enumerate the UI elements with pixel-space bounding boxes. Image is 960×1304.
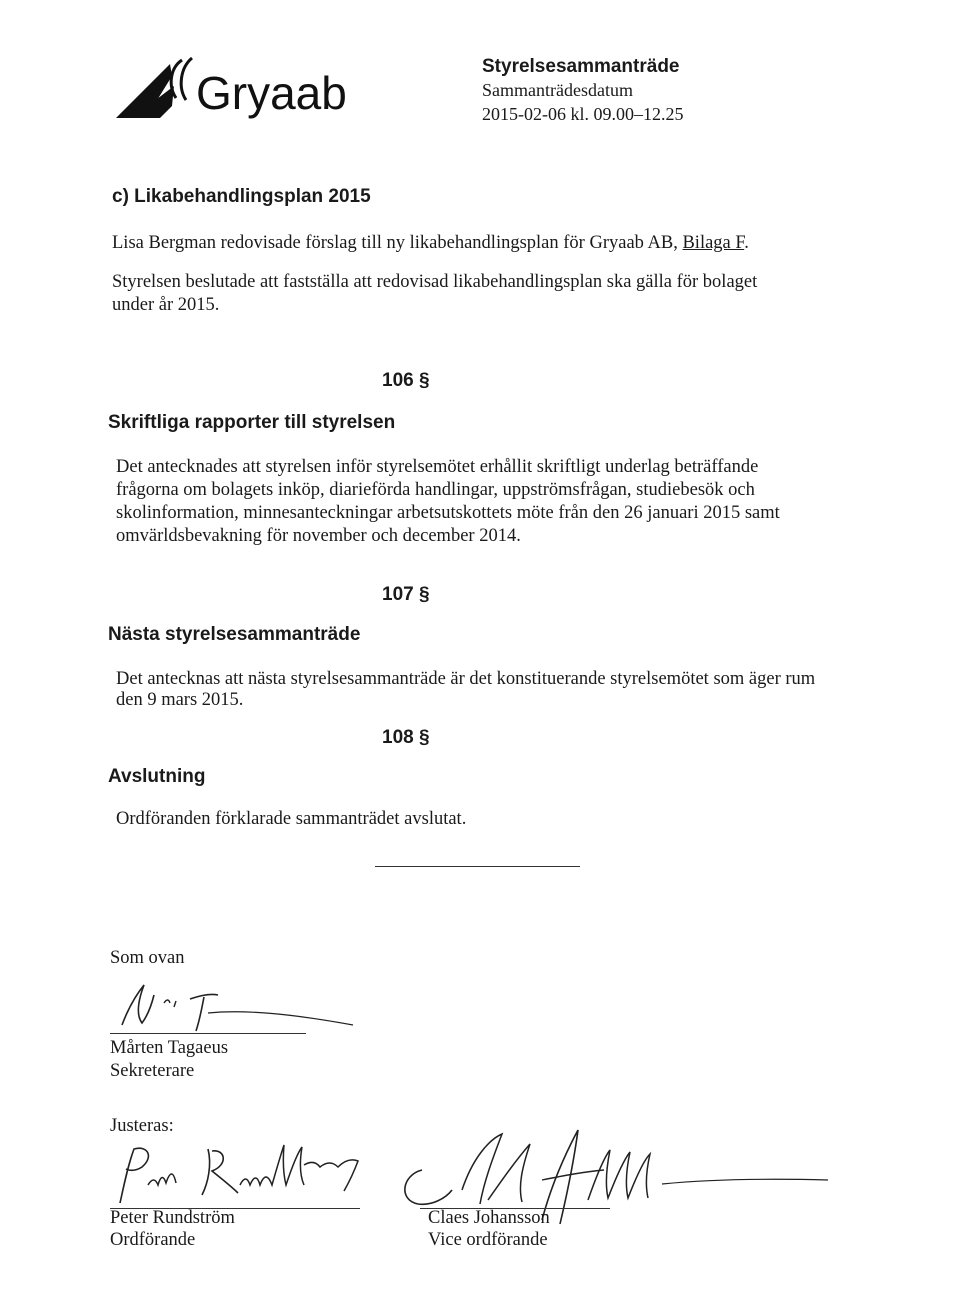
chair-name: Peter Rundström	[110, 1208, 235, 1228]
secretary-signature-line	[110, 1033, 306, 1034]
section-c-line1-suffix: .	[744, 233, 749, 253]
chair-role: Ordförande	[110, 1230, 196, 1250]
som-ovan-label: Som ovan	[110, 948, 185, 968]
secretary-role: Sekreterare	[110, 1061, 195, 1081]
section-106-line: frågorna om bolagets inköp, diarieförda handlingar, uppströmsfrågan, studiebesök och	[116, 480, 755, 500]
meeting-date-label: Sammanträdesdatum	[482, 80, 633, 100]
bilaga-f-link[interactable]: Bilaga F	[682, 233, 745, 253]
section-c-line3: under år 2015.	[112, 295, 220, 315]
vice-chair-name: Claes Johansson	[428, 1208, 550, 1228]
section-106-line: omvärldsbevakning för november och december 2014.	[116, 526, 521, 546]
section-c-line1	[112, 232, 749, 255]
section-108-heading: Avslutning	[108, 766, 206, 787]
section-107-line: den 9 mars 2015.	[116, 690, 244, 710]
gryaab-logo-text: Gryaab	[196, 67, 347, 119]
section-107-line: Det antecknas att nästa styrelsesammanträde är det konstituerande styrelsemötet som äger rum	[116, 669, 816, 689]
justeras-label: Justeras:	[110, 1116, 174, 1136]
section-107-number: 107 §	[382, 584, 430, 605]
section-106-line: Det antecknades att styrelsen inför styrelsemötet erhållit skriftligt underlag beträffande	[116, 457, 759, 477]
section-106-number: 106 §	[382, 370, 430, 391]
meeting-title: Styrelsesammanträde	[482, 56, 680, 77]
section-107-heading: Nästa styrelsesammanträde	[108, 624, 361, 645]
divider-line	[375, 866, 580, 867]
secretary-name: Mårten Tagaeus	[110, 1038, 229, 1058]
gryaab-logo-mark	[112, 46, 202, 126]
section-106-line: skolinformation, minnesanteckningar arbetsutskottets möte från den 26 januari 2015 samt	[116, 503, 780, 523]
section-c-line2: Styrelsen beslutade att fastställa att redovisad likabehandlingsplan ska gälla för bolaget	[112, 272, 758, 292]
section-106-heading: Skriftliga rapporter till styrelsen	[108, 412, 396, 433]
section-108-number: 108 §	[382, 727, 430, 748]
section-108-text: Ordföranden förklarade sammanträdet avslutat.	[116, 809, 467, 829]
vice-chair-role: Vice ordförande	[428, 1230, 548, 1250]
section-c-heading: c) Likabehandlingsplan 2015	[112, 186, 371, 207]
secretary-signature	[108, 975, 358, 1035]
chair-signature	[108, 1135, 388, 1210]
meeting-date-value: 2015-02-06 kl. 09.00–12.25	[482, 104, 684, 124]
section-c-line1-text: Lisa Bergman redovisade förslag till ny likabehandlingsplan för Gryaab AB,	[112, 233, 683, 253]
